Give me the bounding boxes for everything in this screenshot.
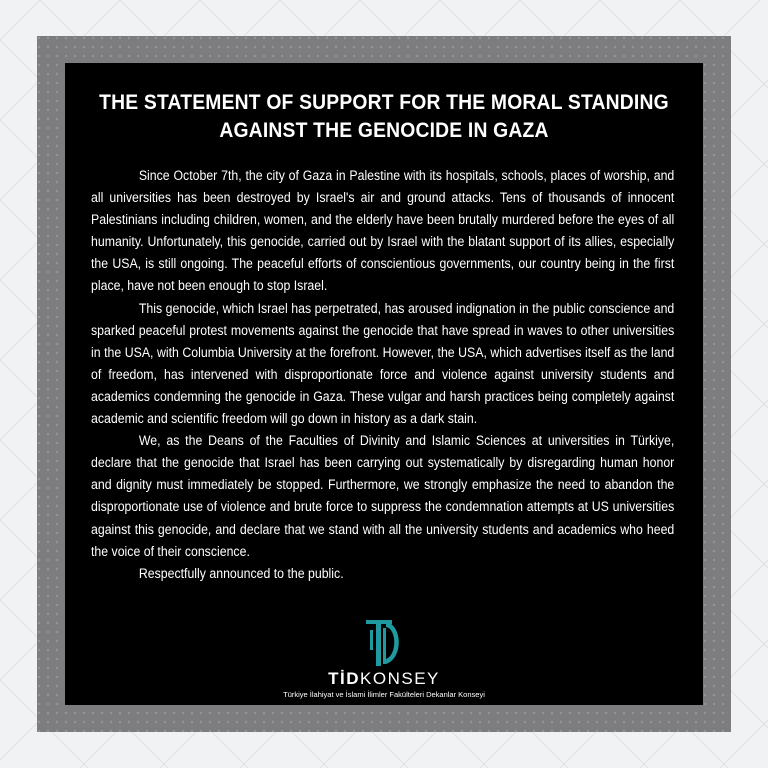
statement-body <box>91 165 674 585</box>
paragraph-4: Respectfully announced to the public. <box>138 565 344 581</box>
title-line-2: AGAINST THE GENOCIDE IN GAZA <box>219 119 549 142</box>
tid-konsey-logo <box>0 618 768 700</box>
brand-light: KONSEY <box>360 669 440 688</box>
brand-bold: TİD <box>328 669 361 688</box>
paragraph-1: Since October 7th, the city of Gaza in Palestine with its hospitals, schools, places of worship, and all universities has been destroyed by Israel's air and ground attacks. Tens of thousands of innocent Palestinians including children, women, and the elderly have been brutally murdered before the eyes of all humanity. Unfortunately, this genocide, carried out by Israel with the blatant support of its allies, especially the USA, is still ongoing. The peaceful efforts of conscientious governments, our country being in the first place, have not been enough to stop Israel. <box>91 168 675 294</box>
title-line-1: THE STATEMENT OF SUPPORT FOR THE MORAL STANDING <box>99 91 669 114</box>
brand-tagline: Türkiye İlahiyat ve İslami İlimler Fakülteleri Dekanlar Konseyi <box>283 690 485 699</box>
statement-title <box>31 89 738 145</box>
brand-name <box>0 669 768 689</box>
paragraph-2: This genocide, which Israel has perpetrated, has aroused indignation in the public conscience and sparked peaceful protest movements against the genocide that have spread in waves to other universities in the USA, with Columbia University at the forefront. However, the USA, which advertises itself as the land of freedom, has intervened with disproportionate force and violence against university students and academics condemning the genocide in Gaza. These vulgar and harsh practices being completely against academic and scientific freedom will go down in history as a dark stain. <box>91 300 675 427</box>
paragraph-3: We, as the Deans of the Faculties of Divinity and Islamic Sciences at universities in Türkiye, declare that the genocide that Israel has been carrying out systematically by disregarding human honor and dignity must immediately be stopped. Furthermore, we strongly emphasize the need to abandon the disproportionate use of violence and brute force to suppress the condemnation attempts at US universities against this genocide, and declare that we stand with all the university students and academics who heed the voice of their conscience. <box>91 433 675 559</box>
tid-konsey-emblem-icon <box>362 618 406 668</box>
